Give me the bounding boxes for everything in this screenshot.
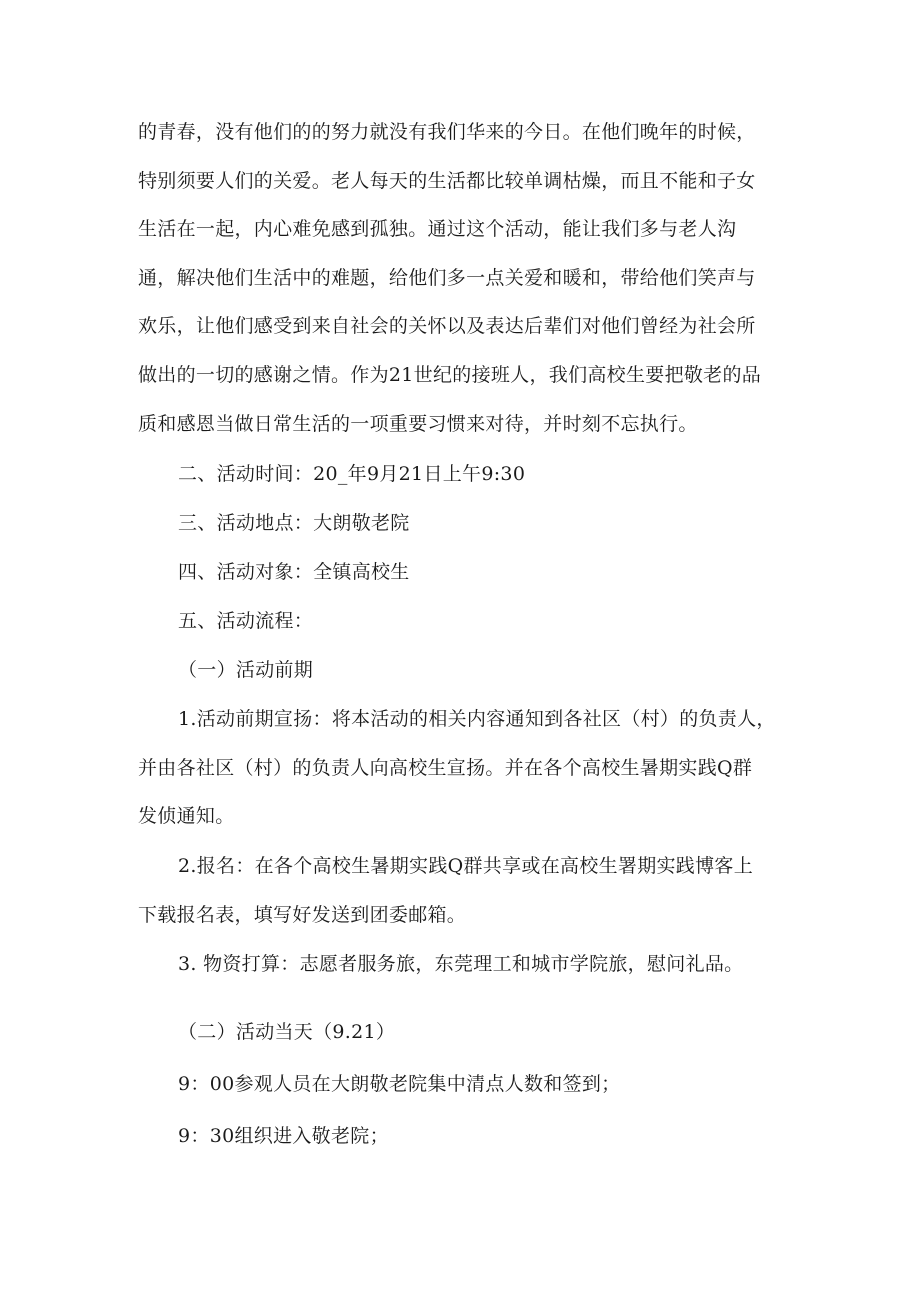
intro-paragraph bbox=[138, 108, 761, 448]
item2-line: 下载报名表，填写好发送到团委邮箱。 bbox=[138, 903, 467, 926]
intro-line: 特别须要人们的关爱。老人每天的生活都比较单调枯燥，而且不能和子女 bbox=[138, 169, 756, 192]
item1-line: 并由各社区（村）的负责人向高校生宣扬。并在各个高校生暑期实践Q群 bbox=[138, 756, 753, 779]
phase2-heading: （二）活动当天（9.21） bbox=[178, 1021, 396, 1043]
intro-line: 通，解决他们生活中的难题，给他们多一点关爱和暖和，带给他们笑声与 bbox=[138, 266, 756, 289]
activity-target: 四、活动对象：全镇高校生 bbox=[178, 561, 410, 583]
schedule-item: 9：00参观人员在大朗敬老院集中清点人数和签到； bbox=[178, 1073, 621, 1095]
item3-paragraph: 3. 物资打算：志愿者服务旅，东莞理工和城市学院旅，慰问礼品。 bbox=[178, 953, 744, 975]
phase1-heading: （一）活动前期 bbox=[178, 659, 314, 681]
item1-paragraph bbox=[138, 695, 776, 841]
item2-paragraph bbox=[138, 842, 753, 939]
intro-line: 的青春，没有他们的的努力就没有我们华来的今日。在他们晚年的时候， bbox=[138, 121, 756, 143]
intro-line: 质和感恩当做日常生活的一项重要习惯来对待，并时刻不忘执行。 bbox=[138, 412, 698, 435]
activity-time: 二、活动时间：20_年9月21日上午9:30 bbox=[178, 463, 526, 485]
item1-line: 发侦通知。 bbox=[138, 805, 235, 828]
intro-line: 欢乐，让他们感受到来自社会的关怀以及表达后辈们对他们曾经为社会所 bbox=[138, 315, 756, 338]
process-heading: 五、活动流程： bbox=[178, 610, 314, 632]
activity-location: 三、活动地点：大朗敬老院 bbox=[178, 512, 410, 534]
intro-line: 生活在一起，内心难免感到孤独。通过这个活动，能让我们多与老人沟 bbox=[138, 218, 737, 241]
schedule-item: 9：30组织进入敬老院； bbox=[178, 1125, 389, 1147]
item1-line: 1.活动前期宣扬：将本活动的相关内容通知到各社区（村）的负责人， bbox=[178, 708, 776, 730]
intro-line: 做出的一切的感谢之情。作为21世纪的接班人，我们高校生要把敬老的品 bbox=[138, 363, 762, 386]
item2-line: 2.报名：在各个高校生暑期实践Q群共享或在高校生署期实践博客上 bbox=[178, 855, 754, 877]
